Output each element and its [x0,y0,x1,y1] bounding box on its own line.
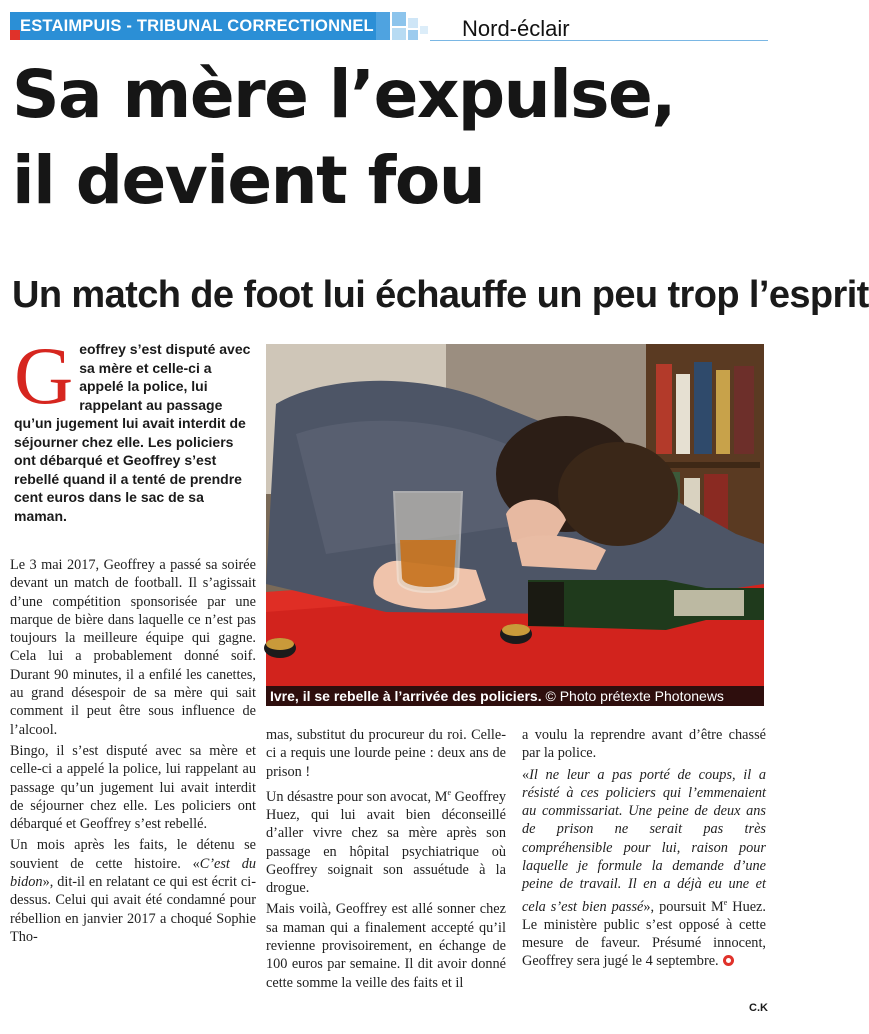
paragraph [10,836,256,946]
paragraph-text: Un désastre pour son avocat, M [266,788,448,805]
paragraph: a voulu la reprendre avant d’être chassé par la police. [522,727,766,762]
newspaper-name: Nord-éclair [462,16,570,41]
headline-line-1: Sa mère l’expulse, [12,56,675,133]
quote: C’est du bidon [10,855,256,891]
body-column-3 [522,726,766,974]
paragraph [266,784,506,898]
paragraph-text: Huez. Le ministère public s’est opposé à cette mesure de faveur. Présumé innocent, Geoffrey sera jugé le 4 septembre. [522,898,766,970]
end-of-article-icon [723,955,734,966]
headline-line-2: il devient fou [12,142,485,219]
quote: Il ne leur a pas porté de coups, il a résisté à ces policiers qui l’emmenaient au commissariat. Une peine de deux ans de prison ne serait pas très compréhensible pour lui, raison pour laquelle je formule la demande d’une peine de travail. Il en a déjà eu une et cela s’est bien passé [522,766,766,915]
body-column-2 [266,726,506,995]
paragraph: mas, substitut du procureur du roi. Celle-ci a requis une lourde peine : deux ans de prison ! [266,727,506,780]
headline [12,52,772,224]
kicker-corner-mark [10,30,20,40]
paragraph-text: », dit-il en relatant ce qui est écrit ci-dessus. Celui qui avait été condamné pour rébellion en janvier 2017 a choqué Sophie Tho- [10,874,256,945]
superscript: e [447,787,451,797]
caption-text: Ivre, il se rebelle à l’arrivée des policiers. [270,688,542,704]
section-kicker [10,12,390,40]
photo-illustration [266,344,764,706]
paragraph-text: Un mois après les faits, le détenu se souvient de cette histoire. « [10,837,256,872]
photo-credit: © Photo prétexte Photonews [541,688,724,704]
body-column-1 [10,556,256,949]
paragraph: Le 3 mai 2017, Geoffrey a passé sa soirée devant un match de football. Il s’agissait d’une compétition sponsorisée par une marque de bière dans laquelle ce n’est pas toujours la meilleure équipe qui gagne. Cela lui a probablement donné soif. Durant 90 minutes, il a enfilé les canettes, au grand désespoir de sa mère qui sait comment il peut être sous influence de l’alcool. [10,557,256,738]
photo-caption [266,686,764,706]
paragraph: Mais voilà, Geoffrey est allé sonner chez sa maman qui a finalement accepté qu’il revienne provisoirement, en échange de 100 euros par semaine. Il dit avoir donné cette somme la veille des faits et il [266,901,506,991]
paragraph-text: « [522,766,530,783]
lead-paragraph [14,330,256,525]
subheadline: Un match de foot lui échauffe un peu trop l’esprit [12,274,869,316]
superscript: e [723,897,728,907]
drop-cap: G [14,330,74,421]
paragraph-text: », poursuit M [643,898,724,915]
paragraph [522,766,766,971]
paragraph: Bingo, il s’est disputé avec sa mère et celle-ci a appelé la police, lui rappelant au passage qu’un jugement lui avait interdit de séjourner chez elle. Les policiers ont débarqué et Geoffrey s’est rebellé. [10,742,256,833]
paragraph-text: Geoffrey Huez, qui lui avait bien déconseillé d’aller vivre chez sa mère après son passage en hôpital psychiatrique où Geoffrey soignait son assuétude à la drogue. [266,788,506,897]
kicker-text: ESTAIMPUIS - TRIBUNAL CORRECTIONNEL [20,16,374,35]
decorative-tiles [376,12,436,40]
author-initials: C.K [749,1002,768,1014]
article-photo [266,344,764,706]
lead-text: eoffrey s’est disputé avec sa mère et celle-ci a appelé la police, lui rappelant au passage qu’un jugement lui avait interdit de séjourner chez elle. Les policiers ont débarqué et Geoffrey s’est rebellé quand il a tenté de prendre cent euros dans le sac de sa maman. [14,341,251,524]
